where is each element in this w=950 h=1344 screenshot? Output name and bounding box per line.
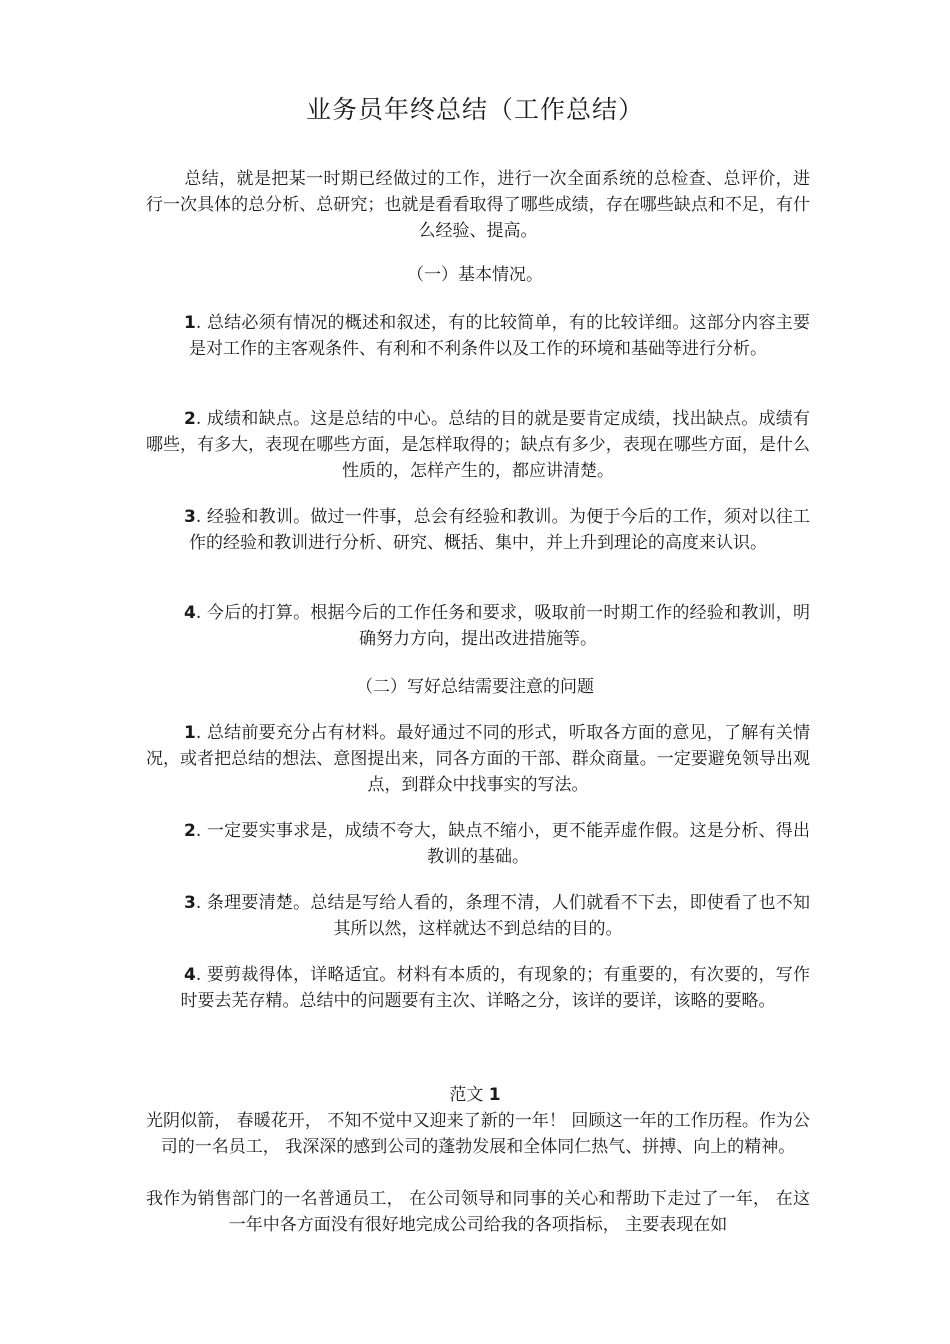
section2-item-3: 3. 条理要清楚。总结是写给人看的，条理不清，人们就看不下去，即使看了也不知其所以然，这样就达不到总结的目的。	[184, 893, 810, 939]
section1-item-2: 2. 成绩和缺点。这是总结的中心。总结的目的就是要肯定成绩，找出缺点。成绩有哪些，有多大，表现在哪些方面，是怎样取得的；缺点有多少，表现在哪些方面，是什么性质的，怎样产生的，都应讲清楚。	[146, 409, 810, 481]
section1-item-1: 1. 总结必须有情况的概述和叙述，有的比较简单，有的比较详细。这部分内容主要是对工作的主客观条件、有利和不利条件以及工作的环境和基础等进行分析。	[184, 313, 810, 359]
sample-paragraph-2: 我作为销售部门的一名普通员工， 在公司领导和同事的关心和帮助下走过了一年， 在这一年中各方面没有很好地完成公司给我的各项指标， 主要表现在如	[146, 1189, 810, 1235]
sample-paragraph-1: 光阴似箭， 春暖花开， 不知不觉中又迎来了新的一年！ 回顾这一年的工作历程。作为公司的一名员工， 我深深的感到公司的蓬勃发展和全体同仁热气、拼搏、向上的精神。	[146, 1111, 810, 1157]
section2-item-2: 2. 一定要实事求是，成绩不夸大，缺点不缩小，更不能弄虚作假。这是分析、得出教训的基础。	[184, 821, 810, 867]
section2-item-4: 4. 要剪裁得体，详略适宜。材料有本质的，有现象的；有重要的，有次要的，写作时要去芜存精。总结中的问题要有主次、详略之分，该详的要详，该略的要略。	[180, 965, 810, 1011]
section-heading-1: （一）基本情况。	[407, 265, 543, 285]
intro-paragraph: 总结，就是把某一时期已经做过的工作，进行一次全面系统的总检查、总评价，进行一次具体的总分析、总研究；也就是看看取得了哪些成绩，存在哪些缺点和不足，有什么经验、提高。	[146, 169, 810, 241]
section1-item-3: 3. 经验和教训。做过一件事，总会有经验和教训。为便于今后的工作，须对以往工作的经验和教训进行分析、研究、概括、集中，并上升到理论的高度来认识。	[184, 507, 810, 553]
document-title: 业务员年终总结（工作总结）	[305, 95, 644, 124]
sample-heading: 范文 1	[449, 1085, 501, 1105]
section1-item-4: 4. 今后的打算。根据今后的工作任务和要求，吸取前一时期工作的经验和教训，明确努力方向，提出改进措施等。	[184, 603, 810, 649]
section2-item-1: 1. 总结前要充分占有材料。最好通过不同的形式，听取各方面的意见，了解有关情况，或者把总结的想法、意图提出来，同各方面的干部、群众商量。一定要避免领导出观点，到群众中找事实的写法。	[146, 723, 810, 795]
section-heading-2: （二）写好总结需要注意的问题	[356, 677, 594, 697]
